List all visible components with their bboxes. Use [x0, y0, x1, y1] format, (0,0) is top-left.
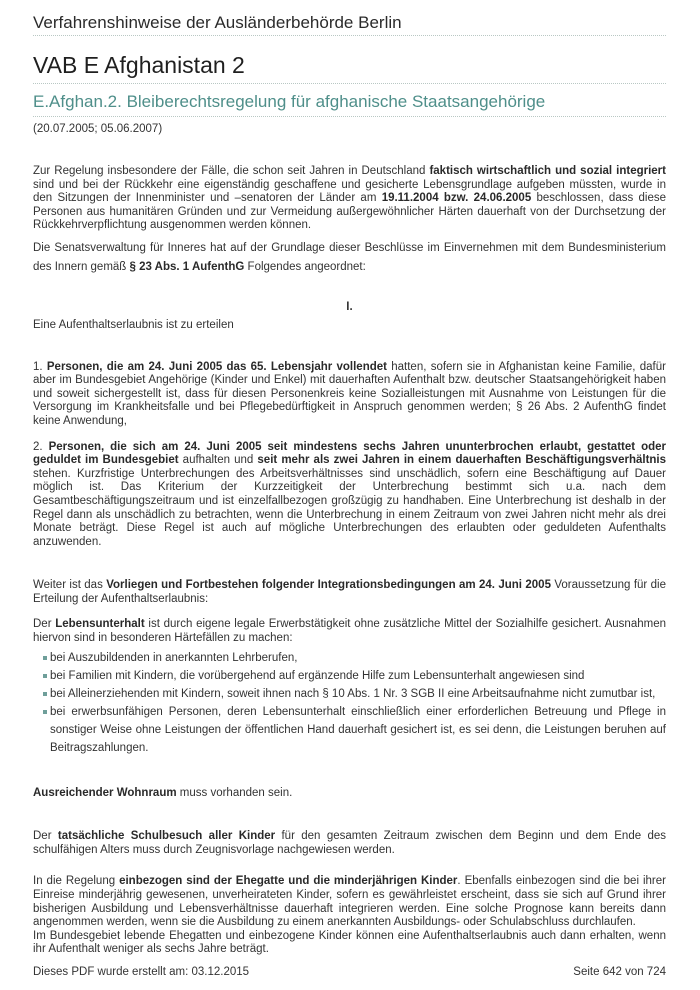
familie-paragraph: In die Regelung einbezogen sind der Ehegatte und die minderjährigen Kinder. Ebenfalls einbezogen sind die bei ihrer Einreise minderjährig gewesenen, unverheirateten Kinder, sofern es gewährleistet erscheint, dass sie sich auf Grund ihrer bisherigen Ausbildung und Lebensverhältnisse dauerhaft integrieren werden. Eine solche Prognose kann bereits dann angenommen werden, wenn sie die Ausbildung zu einem anerkannten Ausbildungs- oder Schulabschluss durchlaufen. Im Bundesgebiet lebende Ehegatten und einbezogene Kinder können eine Aufenthaltserlaubnis auch dann erhalten, wenn ihr Aufenthalt weniger als sechs Jahre beträgt.: [33, 875, 666, 956]
list-item-1: 1. Personen, die am 24. Juni 2005 das 65. Lebensjahr vollendet hatten, sofern sie in Afghanistan keine Familie, dafür aber im Bundesgebiet Angehörige (Kinder und Enkel) mit dauerhaften Aufenthalt bzw. deutscher Staatsangehörigkeit haben und soweit sichergestellt ist, dass für diesen Personenkreis keine Sozialleistungen mit Ausnahme von Leistungen für die Versorgung im Krankheitsfalle und bei Pflegebedürftigkeit in Anspruch genommen werden; § 26 Abs. 2 AufenthG findet keine Anwendung,: [33, 360, 666, 427]
schulbesuch-paragraph: Der tatsächliche Schulbesuch aller Kinder für den gesamten Zeitraum zwischen dem Beginn und dem Ende des schulfähigen Alters muss durch Zeugnisvorlage nachgewiesen werden.: [33, 830, 667, 856]
list-item: bei Alleinerziehenden mit Kindern, soweit ihnen nach § 10 Abs. 1 Nr. 3 SGB II eine Arbeitsaufnahme nicht zumutbar ist,: [33, 685, 666, 703]
pdf-created-date: Dieses PDF wurde erstellt am: 03.12.2015: [33, 966, 250, 978]
square-bullet-icon: [43, 692, 47, 696]
list-item-2: 2. Personen, die sich am 24. Juni 2005 seit mindestens sechs Jahren ununterbrochen erlaubt, gestattet oder geduldet im Bundesgebiet aufhalten und seit mehr als zwei Jahren in einem dauerhaften Beschäftigungsverhältnis stehen. Kurzfristige Unterbrechungen des Arbeitsverhältnisses sind unschädlich, sofern eine Beschäftigung auf Dauer möglich ist. Das Kriterium der Kurzzeitigkeit der Unterbrechung bestimmt sich u.a. nach dem Gesamtbeschäftigungszeitraum und ist einzelfallbezogen großzügig zu handhaben. Eine Unterbrechung ist deshalb in der Regel dann als unschädlich zu betrachten, wenn die Unterbrechung in einem Zeitraum von zwei Jahren nicht mehr als drei Monate beträgt. Diese Regel ist auch auf mögliche Unterbrechungen des erlaubten oder geduldeten Aufenthalts anzuwenden.: [33, 440, 667, 548]
intro-paragraph-2: Die Senatsverwaltung für Inneres hat auf der Grundlage dieser Beschlüsse im Einvernehmen mit dem Bundesministerium des Innern gemäß § 23 Abs. 1 AufenthG Folgendes angeordnet:: [33, 241, 666, 273]
square-bullet-icon: [43, 656, 47, 660]
square-bullet-icon: [43, 674, 47, 678]
exceptions-list: [33, 649, 666, 757]
site-header: Verfahrenshinweise der Ausländerbehörde Berlin: [33, 0, 666, 36]
square-bullet-icon: [43, 710, 47, 714]
intro-paragraph-1: Zur Regelung insbesondere der Fälle, die schon seit Jahren in Deutschland faktisch wirtschaftlich und sozial integriert sind und bei der Rückkehr eine eigenständig geschaffene und gesicherte Lebensgrundlage aufgeben müssten, wurde in den Sitzungen der Innenminister und –senatoren der Länder am 19.11.2004 bzw. 24.06.2005 beschlossen, dass diese Personen aus humanitären Gründen und zur Vermeidung außergewöhnlicher Härten dauerhaft von der Durchsetzung der Rückkehrverpflichtung ausgenommen werden können.: [33, 165, 666, 232]
document-dates: (20.07.2005; 05.06.2007): [33, 123, 163, 135]
section-roman-numeral: I.: [346, 300, 353, 313]
page-footer: [33, 966, 666, 978]
section-lead: Eine Aufenthaltserlaubnis ist zu erteilen: [33, 318, 234, 331]
page-number: Seite 642 von 724: [573, 966, 666, 978]
list-item: bei erwerbsunfähigen Personen, deren Lebensunterhalt einschließlich einer erforderlichen Betreuung und Pflege in sonstiger Weise ohne Leistungen der öffentlichen Hand dauerhaft gesichert ist, es sei denn, die Leistungen beruhen auf Beitragszahlungen.: [33, 703, 666, 757]
document-title: VAB E Afghanistan 2: [33, 52, 666, 84]
integration-paragraph: Weiter ist das Vorliegen und Fortbestehen folgender Integrationsbedingungen am 24. Juni 2005 Voraussetzung für die Erteilung der Aufenthaltserlaubnis:: [33, 579, 666, 605]
document-page: [33, 0, 666, 957]
lebensunterhalt-paragraph: Der Lebensunterhalt ist durch eigene legale Erwerbstätigkeit ohne zusätzliche Mittel der Sozialhilfe gesichert. Ausnahmen hiervon sind in besonderen Härtefällen zu machen:: [33, 618, 666, 645]
section-title: E.Afghan.2. Bleiberechtsregelung für afghanische Staatsangehörige: [33, 92, 666, 117]
list-item: bei Familien mit Kindern, die vorübergehend auf ergänzende Hilfe zum Lebensunterhalt angewiesen sind: [33, 667, 666, 685]
list-item: bei Auszubildenden in anerkannten Lehrberufen,: [33, 649, 666, 667]
wohnraum-paragraph: Ausreichender Wohnraum muss vorhanden sein.: [33, 786, 293, 799]
